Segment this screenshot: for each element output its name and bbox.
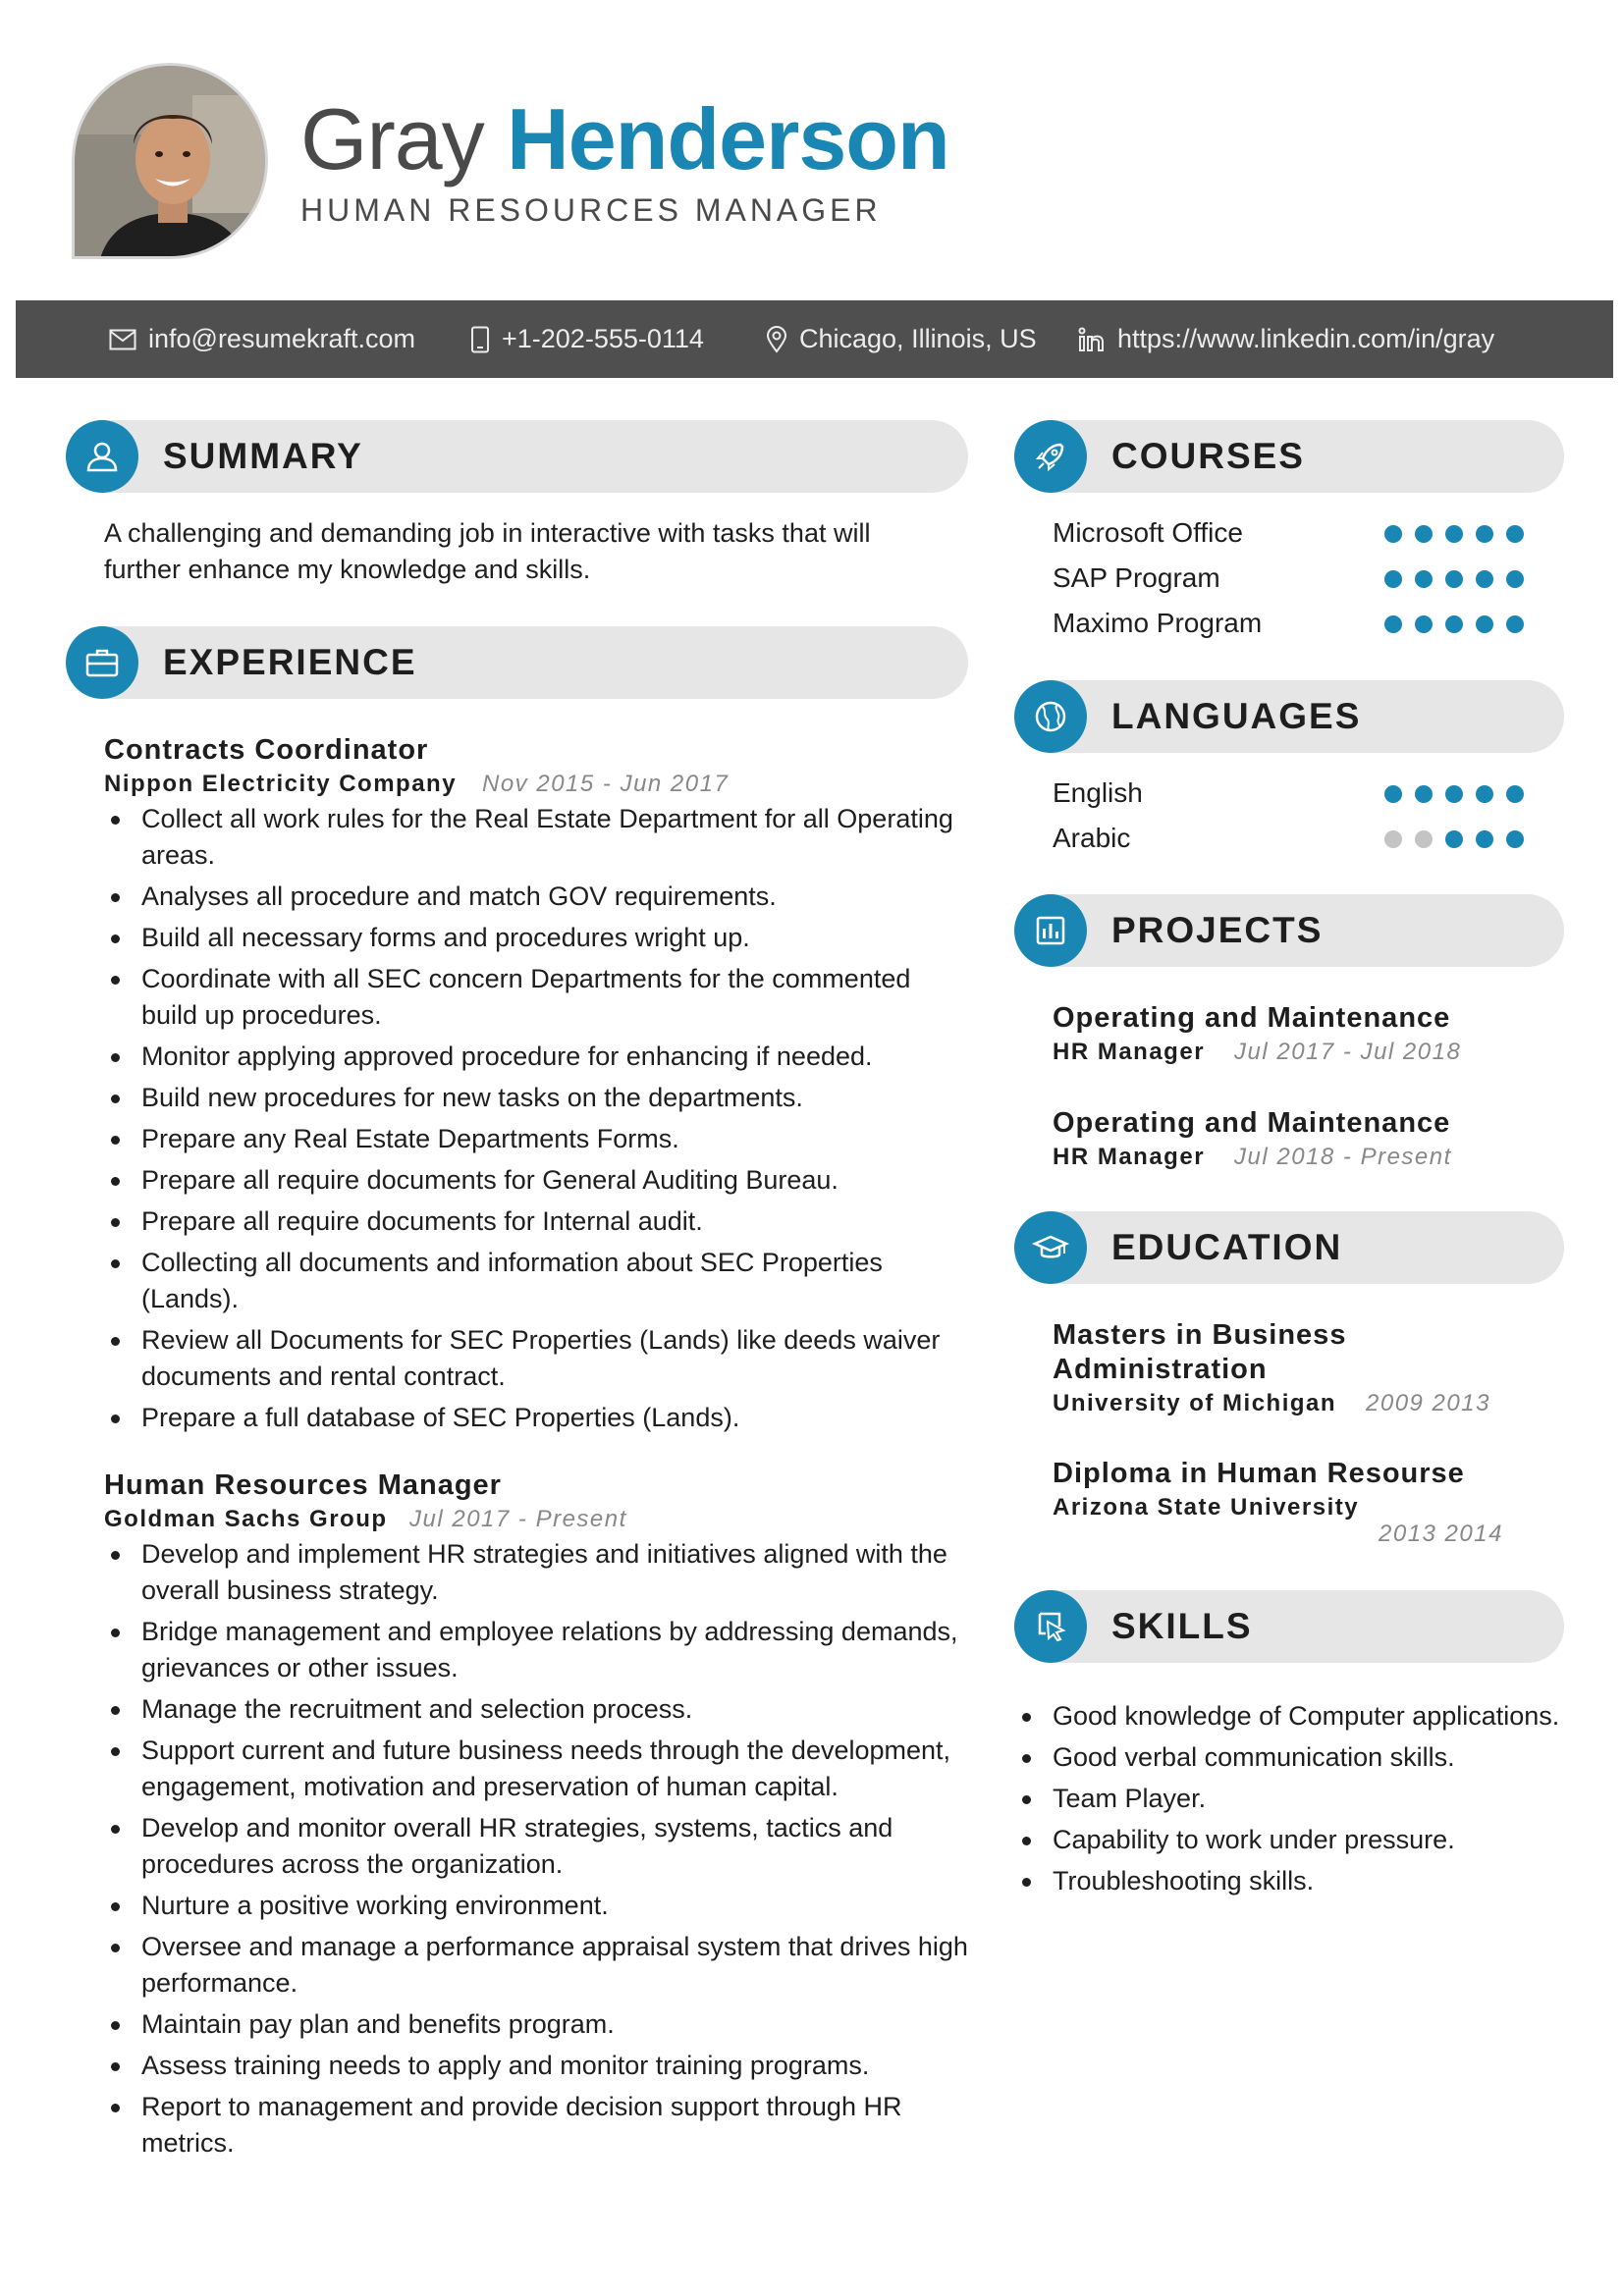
rating-dot-filled [1415, 525, 1433, 543]
job-1-dates: Nov 2015 - Jun 2017 [482, 771, 730, 797]
course-row [1053, 604, 1524, 643]
course-row [1053, 559, 1524, 598]
contact-bar [16, 300, 1613, 378]
rating-dot-filled [1445, 615, 1463, 633]
section-icon-circle [66, 626, 138, 699]
first-name: Gray [300, 90, 484, 187]
graduation-cap-icon [1031, 1228, 1070, 1267]
globe-icon [1031, 697, 1070, 736]
list-item: Nurture a positive working environment. [104, 1888, 968, 1924]
location-pin-icon [766, 326, 787, 353]
rating-dot-filled [1415, 570, 1433, 588]
rating-dots [1384, 525, 1524, 543]
edu-2-school: Arizona State University [1053, 1494, 1360, 1521]
languages-section-header [1014, 680, 1564, 753]
section-icon-circle [1014, 680, 1087, 753]
section-icon-circle [1014, 1590, 1087, 1663]
project-2-dates: Jul 2018 - Present [1234, 1144, 1452, 1170]
edu-1-school: University of Michigan [1053, 1390, 1337, 1416]
edu-1-dates: 2009 2013 [1366, 1390, 1490, 1416]
candidate-name [300, 90, 949, 188]
list-item: Develop and implement HR strategies and initiatives aligned with the overall business strategy. [104, 1536, 968, 1609]
summary-section-header [66, 420, 968, 493]
last-name: Henderson [507, 90, 949, 187]
project-1-role: HR Manager [1053, 1039, 1206, 1065]
rating-dot-filled [1476, 525, 1493, 543]
rating-dot-filled [1506, 785, 1524, 803]
rating-dot-filled [1384, 615, 1402, 633]
experience-title: EXPERIENCE [163, 642, 417, 682]
linkedin-icon [1078, 327, 1106, 352]
list-item: Troubleshooting skills. [1015, 1863, 1565, 1899]
language-row [1053, 774, 1524, 813]
courses-title: COURSES [1111, 436, 1305, 476]
rating-dot-empty [1384, 830, 1402, 848]
rating-dot-filled [1445, 570, 1463, 588]
education-section-header [1014, 1211, 1564, 1284]
contact-email[interactable] [109, 300, 415, 378]
list-item: Good knowledge of Computer applications. [1015, 1698, 1565, 1735]
rating-dot-filled [1445, 830, 1463, 848]
rating-dot-filled [1506, 830, 1524, 848]
rating-dot-filled [1476, 615, 1493, 633]
list-item: Collect all work rules for the Real Estate Department for all Operating areas. [104, 801, 968, 874]
contact-location [766, 300, 1037, 378]
list-item: Review all Documents for SEC Properties (Lands) like deeds waiver documents and rental contract. [104, 1322, 968, 1395]
course-row [1053, 513, 1524, 553]
project-2-name: Operating and Maintenance [1053, 1107, 1451, 1139]
rating-dots [1384, 570, 1524, 588]
courses-section-header [1014, 420, 1564, 493]
projects-section-header [1014, 894, 1564, 967]
experience-section-header [66, 626, 968, 699]
profile-photo [72, 63, 268, 259]
list-item: Prepare a full database of SEC Properties (Lands). [104, 1400, 968, 1436]
rating-dot-filled [1415, 615, 1433, 633]
list-item: Collecting all documents and information about SEC Properties (Lands). [104, 1245, 968, 1317]
phone-icon [470, 326, 490, 353]
linkedin-text: https://www.linkedin.com/in/gray [1117, 324, 1495, 353]
list-item: Support current and future business needs through the development, engagement, motivation and preservation of human capital. [104, 1733, 968, 1805]
rating-dot-filled [1476, 830, 1493, 848]
job-2-company: Goldman Sachs Group [104, 1506, 388, 1532]
project-2-role: HR Manager [1053, 1144, 1206, 1170]
bar-chart-icon [1031, 911, 1070, 950]
list-item: Prepare any Real Estate Departments Forms. [104, 1121, 968, 1157]
section-icon-circle [66, 420, 138, 493]
list-item: Bridge management and employee relations by addressing demands, grievances or other issues. [104, 1614, 968, 1686]
email-text: info@resumekraft.com [148, 324, 415, 353]
list-item: Team Player. [1015, 1781, 1565, 1817]
rating-dot-filled [1445, 525, 1463, 543]
rating-dots [1384, 615, 1524, 633]
job-1-company: Nippon Electricity Company [104, 771, 458, 797]
rating-dots [1384, 785, 1524, 803]
list-item: Report to management and provide decision support through HR metrics. [104, 2089, 968, 2162]
list-item: Prepare all require documents for General Auditing Bureau. [104, 1162, 968, 1199]
project-1-dates: Jul 2017 - Jul 2018 [1234, 1039, 1462, 1065]
skills-section-header [1014, 1590, 1564, 1663]
user-icon [82, 437, 122, 476]
rating-dot-filled [1506, 525, 1524, 543]
edu-1-degree-line2: Administration [1053, 1354, 1268, 1385]
job-title: HUMAN RESOURCES MANAGER [300, 192, 882, 228]
cursor-click-icon [1031, 1607, 1070, 1646]
list-item: Build all necessary forms and procedures wright up. [104, 920, 968, 956]
language-name: Arabic [1053, 823, 1131, 853]
edu-2-degree: Diploma in Human Resourse [1053, 1458, 1465, 1489]
job-2-dates: Jul 2017 - Present [409, 1506, 627, 1532]
list-item: Manage the recruitment and selection process. [104, 1691, 968, 1728]
briefcase-icon [82, 643, 122, 682]
envelope-icon [109, 329, 136, 350]
list-item: Develop and monitor overall HR strategies, systems, tactics and procedures across the organization. [104, 1810, 968, 1883]
rating-dot-filled [1506, 570, 1524, 588]
list-item: Analyses all procedure and match GOV requirements. [104, 879, 968, 915]
list-item: Maintain pay plan and benefits program. [104, 2006, 968, 2043]
course-name: SAP Program [1053, 562, 1220, 593]
list-item: Prepare all require documents for Internal audit. [104, 1203, 968, 1240]
summary-title: SUMMARY [163, 436, 363, 476]
list-item: Coordinate with all SEC concern Departments for the commented build up procedures. [104, 961, 968, 1034]
rating-dot-filled [1384, 525, 1402, 543]
course-name: Maximo Program [1053, 608, 1263, 638]
avatar-illustration [75, 66, 268, 259]
projects-title: PROJECTS [1111, 910, 1324, 950]
list-item: Assess training needs to apply and monitor training programs. [104, 2048, 968, 2084]
rating-dot-filled [1476, 570, 1493, 588]
section-icon-circle [1014, 420, 1087, 493]
rating-dot-filled [1445, 785, 1463, 803]
edu-2-dates: 2013 2014 [1379, 1521, 1503, 1547]
rating-dot-filled [1476, 785, 1493, 803]
languages-title: LANGUAGES [1111, 696, 1362, 736]
list-item: Capability to work under pressure. [1015, 1822, 1565, 1858]
language-row [1053, 819, 1524, 858]
job-2-title: Human Resources Manager [104, 1469, 502, 1501]
list-item: Oversee and manage a performance appraisal system that drives high performance. [104, 1929, 968, 2002]
rating-dot-filled [1384, 570, 1402, 588]
skills-list [1015, 1698, 1565, 1904]
rating-dot-filled [1384, 785, 1402, 803]
rating-dots [1384, 830, 1524, 848]
list-item: Good verbal communication skills. [1015, 1739, 1565, 1776]
edu-1-degree-line1: Masters in Business [1053, 1319, 1347, 1351]
section-icon-circle [1014, 1211, 1087, 1284]
job-2-bullets [104, 1536, 968, 2166]
project-1-name: Operating and Maintenance [1053, 1002, 1451, 1034]
rating-dot-filled [1415, 785, 1433, 803]
phone-text: +1-202-555-0114 [502, 324, 704, 353]
rating-dot-empty [1415, 830, 1433, 848]
job-1-title: Contracts Coordinator [104, 734, 429, 766]
contact-linkedin[interactable] [1078, 300, 1494, 378]
language-name: English [1053, 777, 1143, 808]
education-title: EDUCATION [1111, 1227, 1343, 1267]
rating-dot-filled [1506, 615, 1524, 633]
rocket-icon [1031, 437, 1070, 476]
section-icon-circle [1014, 894, 1087, 967]
location-text: Chicago, Illinois, US [799, 324, 1037, 353]
contact-phone[interactable] [470, 300, 704, 378]
job-1-bullets [104, 801, 968, 1441]
list-item: Build new procedures for new tasks on the departments. [104, 1080, 968, 1116]
list-item: Monitor applying approved procedure for enhancing if needed. [104, 1039, 968, 1075]
summary-text: A challenging and demanding job in interactive with tasks that will further enhance my knowledge and skills. [104, 518, 871, 584]
course-name: Microsoft Office [1053, 517, 1243, 548]
skills-title: SKILLS [1111, 1606, 1253, 1646]
